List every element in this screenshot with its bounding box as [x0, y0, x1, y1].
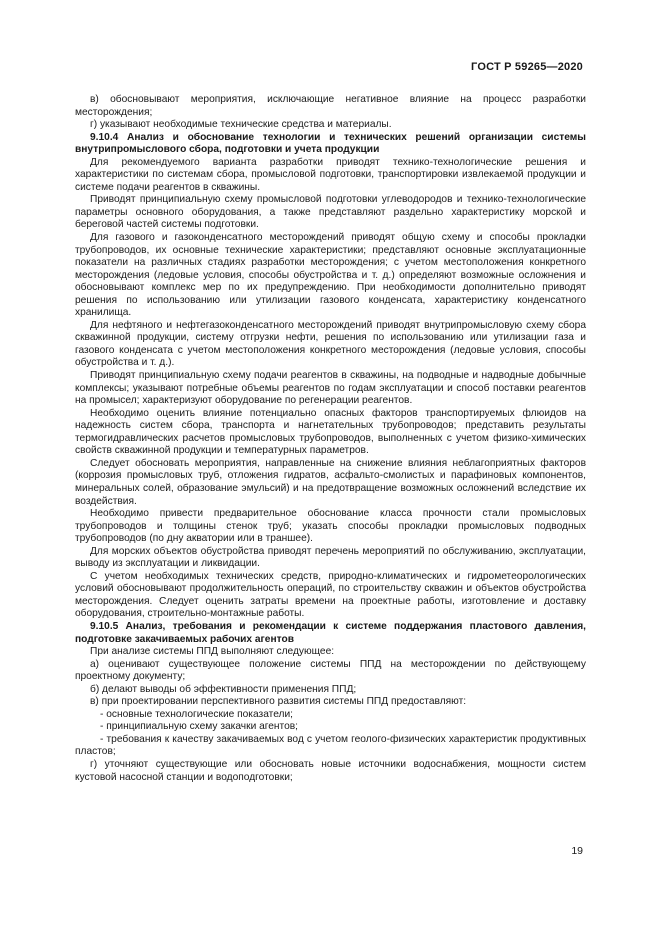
section-heading: 9.10.4 Анализ и обоснование технологии и технических решений организации системы внутрипромыслового сбора, подготовки и учета продукции	[75, 131, 586, 156]
body-paragraph: Для рекомендуемого варианта разработки приводят технико-технологические решения и характеристики по системам сбора, промысловой подготовки, транспортировки извлекаемой продукции и системе подачи реагентов в скважины.	[75, 156, 586, 193]
body-paragraph: Следует обосновать мероприятия, направленные на снижение влияния неблагоприятных факторов (коррозия промысловых труб, отложения гидратов, асфальто-смолистых и парафиновых компонентов, минеральных солей, образование эмульсий) и на предотвращение возможных осложнений вследствие их воздействия.	[75, 457, 586, 507]
body-paragraph: а) оценивают существующее положение системы ППД на месторождении по действующему проектному документу;	[75, 658, 586, 683]
list-dash-item: - принципиальную схему закачки агентов;	[100, 721, 298, 733]
body-paragraph: Необходимо оценить влияние потенциально опасных факторов транспортируемых флюидов на надежность систем сбора, транспорта и нагнетательных трубопроводов; представить результаты термогидравлических расчетов промысловых трубопроводов, выполненных с учетом физико-химических свойств скважинной продукции и температурных параметров.	[75, 407, 586, 457]
body-paragraph: б) делают выводы об эффективности применения ППД;	[90, 683, 357, 695]
body-paragraph: Приводят принципиальную схему подачи реагентов в скважины, на подводные и надводные добычные комплексы; указывают потребные объемы реагентов по годам эксплуатации и способ поставки реагентов на промысел; характеризуют оборудование по регенерации реагентов.	[75, 370, 586, 407]
page-number: 19	[571, 845, 583, 857]
body-paragraph: Для морских объектов обустройства приводят перечень мероприятий по обслуживанию, эксплуатации, выводу из эксплуатации и ликвидации.	[75, 545, 586, 570]
body-paragraph: При анализе системы ППД выполняют следующее:	[90, 646, 335, 658]
body-paragraph: Для газового и газоконденсатного месторождений приводят общую схему и способы прокладки трубопроводов, их основные технические характеристики; представляют основные эксплуатационные показатели на различных стадиях разработки месторождения; с учетом местоположения конкретного месторождения (ледовые условия, способы обустройства и т. д.) определяют возможные осложнения и обосновывают комплекс мер по их предупреждению. При необходимости дополнительно приводят решения по использованию или утилизации газового конденсата, характеристику конденсатного хранилища.	[75, 232, 586, 319]
body-paragraph: Для нефтяного и нефтегазоконденсатного месторождений приводят внутрипромысловую схему сбора скважинной продукции, систему отгрузки нефти, решения по использованию или утилизации газа и газового конденсата с учетом местоположения конкретного месторождения (ледовые условия, способы обустройства и т. д.).	[75, 319, 586, 369]
body-paragraph: в) при проектировании перспективного развития системы ППД предоставляют:	[90, 696, 467, 708]
body-paragraph: в) обосновывают мероприятия, исключающие негативное влияние на процесс разработки месторождения;	[75, 94, 586, 118]
body-paragraph: Приводят принципиальную схему промысловой подготовки углеводородов и технико-технологические параметры основного оборудования, а также представляют раздельно характеристику морской и береговой частей системы подготовки.	[75, 194, 586, 231]
document-id-header: ГОСТ Р 59265—2020	[471, 61, 583, 73]
list-dash-item: - требования к качеству закачиваемых вод с учетом геолого-физических характеристик продуктивных пластов;	[75, 733, 586, 758]
body-paragraph: г) уточняют существующие или обосновать новые источники водоснабжения, мощности систем кустовой насосной станции и водоподготовки;	[75, 758, 586, 783]
list-dash-item: - основные технологические показатели;	[100, 708, 293, 720]
section-heading: 9.10.5 Анализ, требования и рекомендации к системе поддержания пластового давления, подготовке закачиваемых рабочих агентов	[75, 620, 586, 645]
page-body	[75, 94, 586, 784]
body-paragraph: С учетом необходимых технических средств, природно-климатических и гидрометеорологических условий обосновывают продолжительность операций, по строительству скважин и объектов обустройства месторождения. Следует оценить затраты времени на проектные работы, изготовление и доставку оборудования, строительно-монтажные работы.	[75, 570, 586, 620]
body-paragraph: г) указывают необходимые технические средства и материалы.	[90, 119, 392, 131]
body-paragraph: Необходимо привести предварительное обоснование класса прочности стали промысловых трубопроводов и толщины стенок труб; указать способы прокладки промысловых подводных трубопроводов (по дну акватории или в траншее).	[75, 508, 586, 545]
